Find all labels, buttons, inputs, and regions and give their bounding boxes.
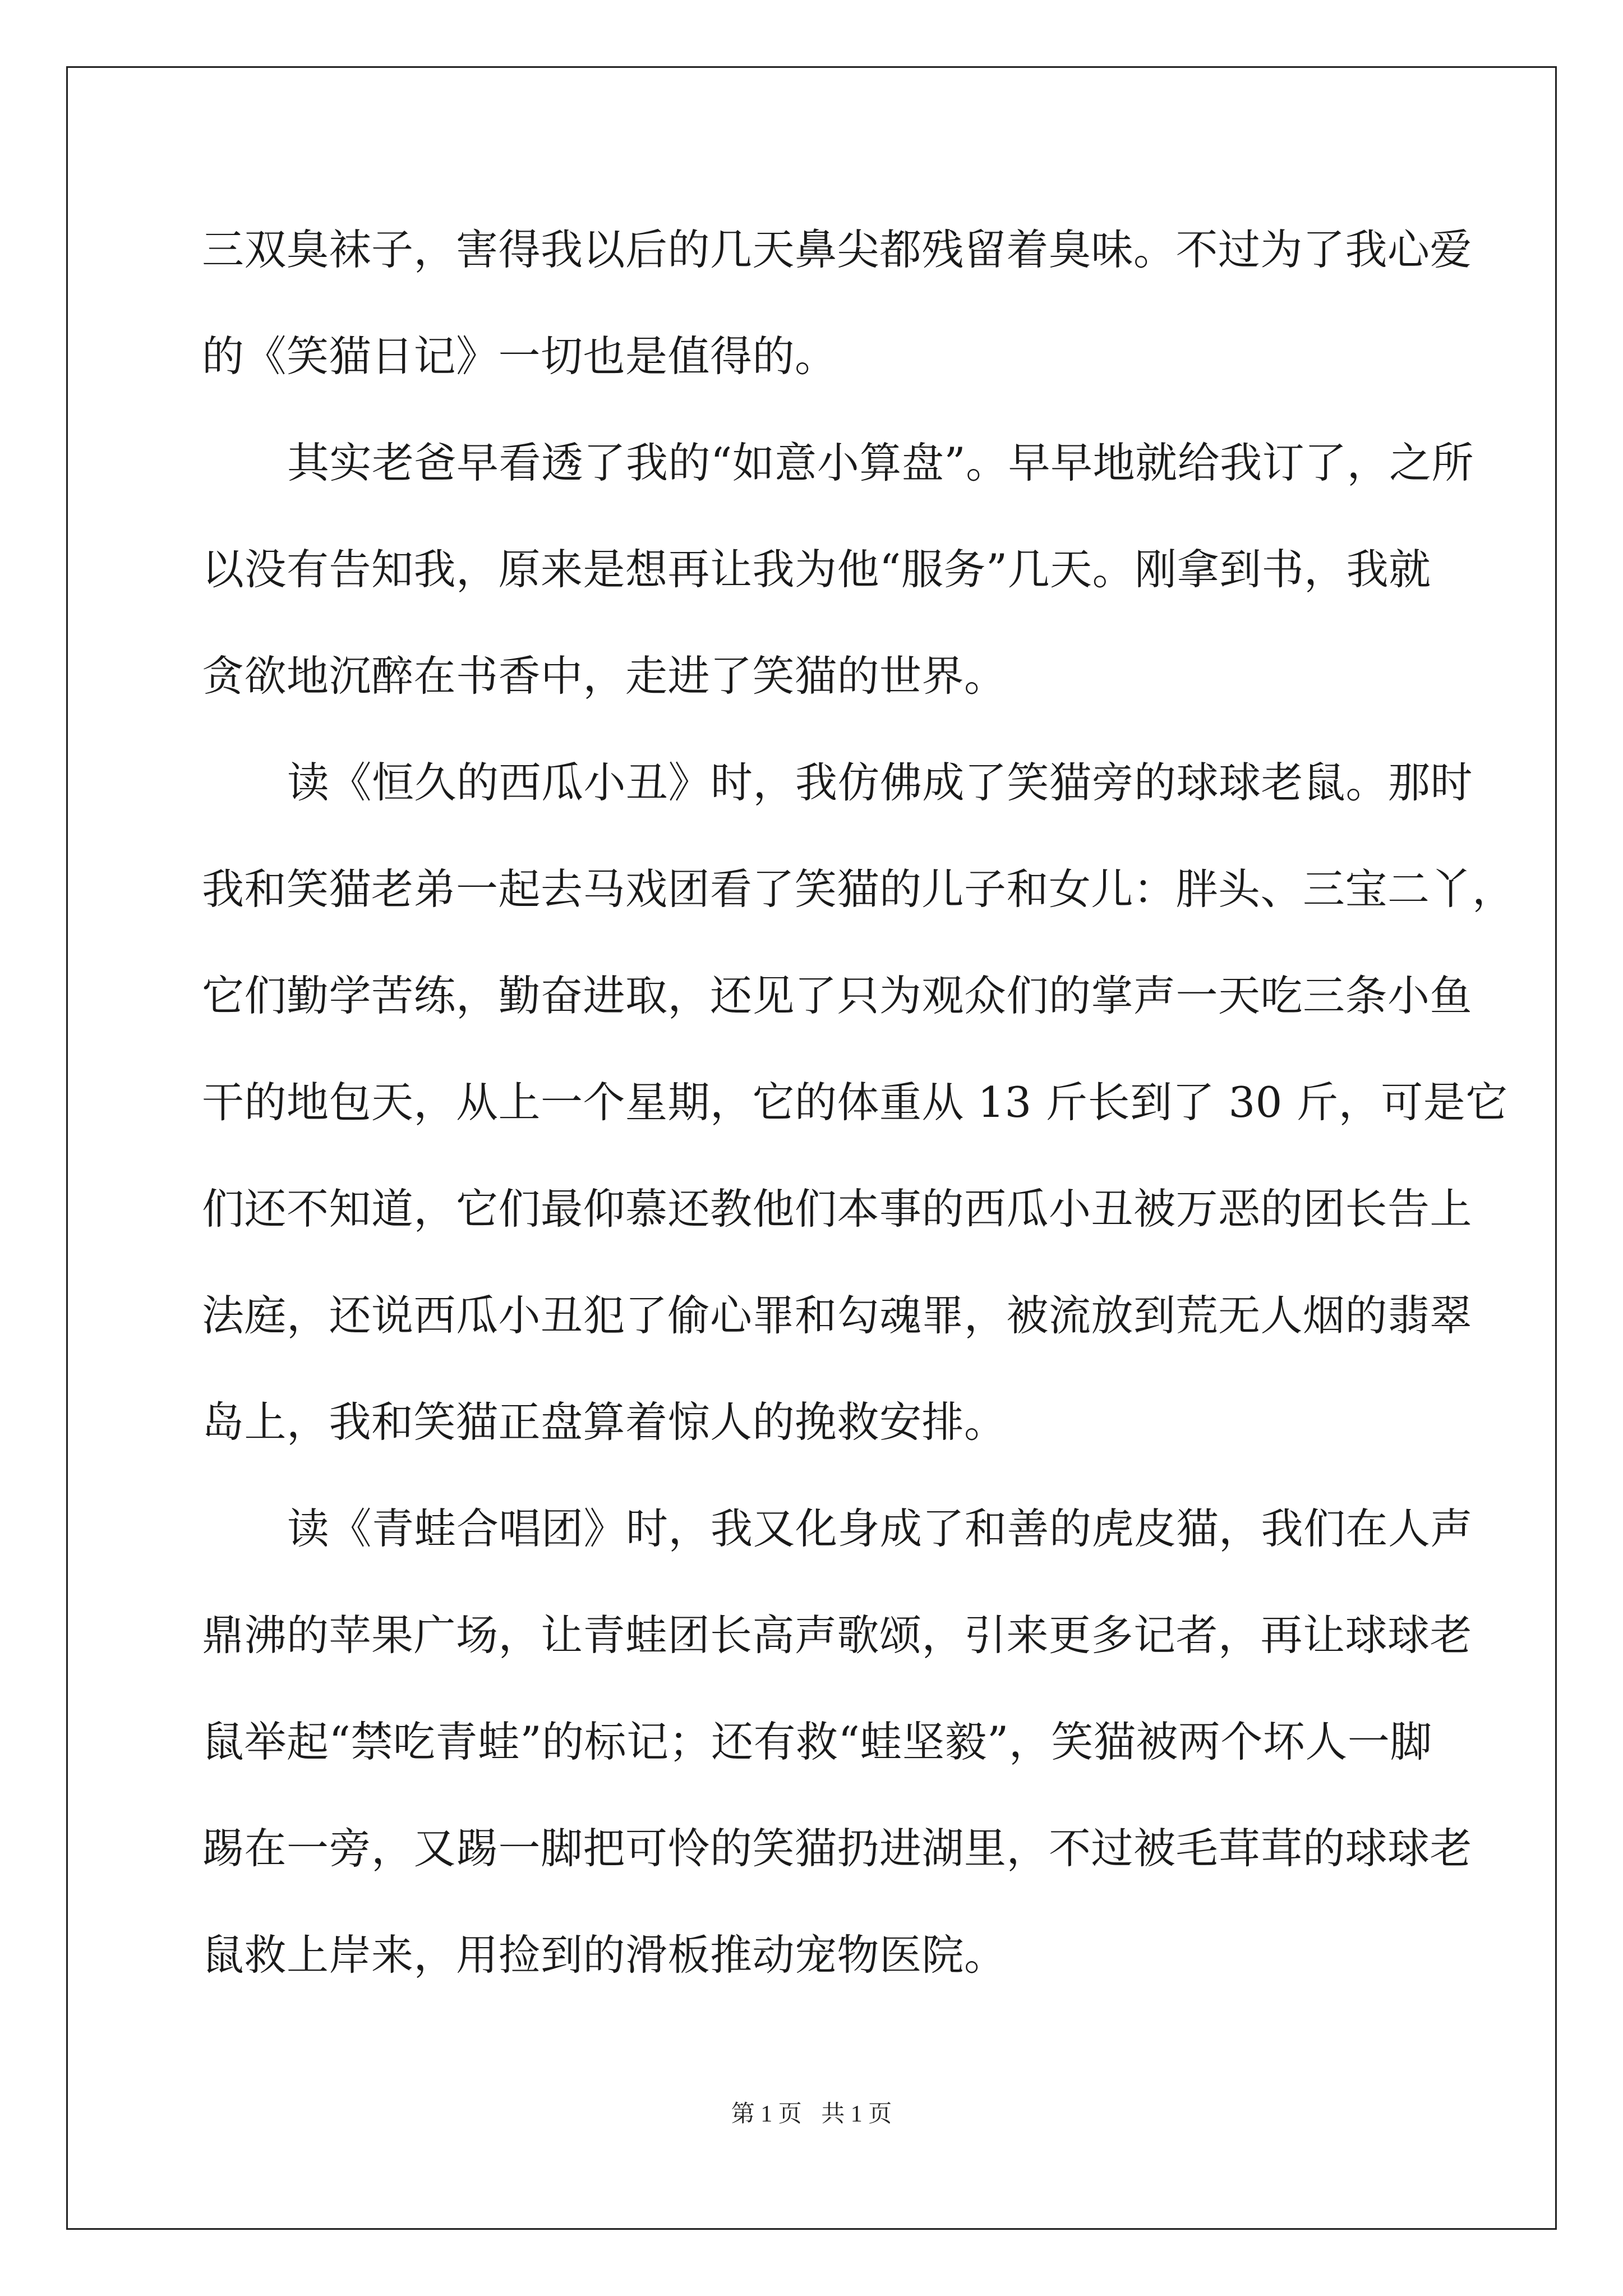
text-line: 鼠举起“禁吃青蛙”的标记；还有救“蛙坚毅”，笑猫被两个坏人一脚: [202, 1717, 1432, 1766]
text-line: 读《恒久的西瓜小丑》时，我仿佛成了笑猫旁的球球老鼠。那时: [287, 758, 1473, 807]
text-line: 踢在一旁，又踢一脚把可怜的笑猫扔进湖里，不过被毛茸茸的球球老: [202, 1824, 1473, 1873]
text-line: 以没有告知我，原来是想再让我为他“服务”几天。刚拿到书，我就: [202, 545, 1431, 594]
text-line: 读《青蛙合唱团》时，我又化身成了和善的虎皮猫，我们在人声: [287, 1504, 1473, 1553]
text-line: 们还不知道，它们最仰慕还教他们本事的西瓜小丑被万恶的团长告上: [202, 1184, 1473, 1234]
text-line: 的《笑猫日记》一切也是值得的。: [202, 332, 837, 381]
text-line: 鼎沸的苹果广场，让青蛙团长高声歌颂，引来更多记者，再让球球老: [202, 1611, 1473, 1660]
text-line: 我和笑猫老弟一起去马戏团看了笑猫的儿子和女儿：胖头、三宝二丫，: [202, 864, 1515, 914]
text-line: 鼠救上岸来，用捡到的滑板推动宠物医院。: [202, 1930, 1007, 1980]
text-line: 岛上，我和笑猫正盘算着惊人的挽救安排。: [202, 1397, 1007, 1447]
text-line: 三双臭袜子，害得我以后的几天鼻尖都残留着臭味。不过为了我心爱: [202, 225, 1473, 274]
page-footer: [0, 2095, 1623, 2129]
text-line: 其实老爸早看透了我的“如意小算盘”。早早地就给我订了，之所: [287, 438, 1474, 487]
page-number: 第 1 页: [731, 2101, 802, 2127]
page-total: 共 1 页: [821, 2101, 892, 2127]
text-line: 贪欲地沉醉在书香中，走进了笑猫的世界。: [202, 651, 1007, 701]
document-body: [202, 219, 1515, 2031]
text-line: 干的地包天，从上一个星期，它的体重从 13 斤长到了 30 斤，可是它: [202, 1078, 1508, 1127]
text-line: 法庭，还说西瓜小丑犯了偷心罪和勾魂罪，被流放到荒无人烟的翡翠: [202, 1291, 1473, 1340]
text-line: 它们勤学苦练，勤奋进取，还见了只为观众们的掌声一天吃三条小鱼: [202, 971, 1473, 1020]
